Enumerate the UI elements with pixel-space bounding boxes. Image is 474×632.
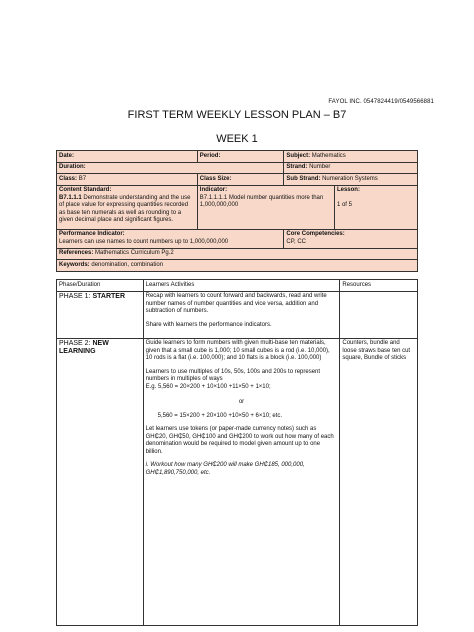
contact-line: FAYOL INC. 0547824419/0549566881 bbox=[328, 99, 434, 105]
period-cell: Period: bbox=[197, 151, 284, 163]
phase2-resources: Counters, bundle and loose straws base ten cut square, Bundle of sticks bbox=[340, 338, 418, 625]
col-resources-header: Resources bbox=[340, 280, 418, 292]
keywords-cell: Keywords: denomination, combination bbox=[57, 260, 418, 272]
phase1-activities: Recap with learners to count forward and backwards, read and write number names of number quantities and vice versa, addition and subtraction of numbers. Share with learners the performance indicators. bbox=[143, 291, 340, 338]
phase2-cell: PHASE 2: NEW LEARNING bbox=[57, 338, 144, 625]
phase1-resources bbox=[340, 291, 418, 338]
week-heading: WEEK 1 bbox=[216, 133, 258, 145]
duration-cell: Duration: bbox=[57, 162, 284, 174]
lesson-cell: Lesson: 1 of 5 bbox=[334, 185, 417, 229]
lesson-header-table bbox=[56, 150, 418, 272]
phase2-activities: Guide learners to form numbers with given multi-base ten materials, given that a small cube is 1,000; 10 small cubes is a rod (i.e. 10,000), 10 rods is a flat (i.e. 100,000); and 10 flats is a block (i.e. 100,000) Learners to use multiples of 10s, 50s, 100s and 200s to represent numbers in multiples of ways E.g. 5,560 = 20×200 + 10×100 +11×50 + 1×10; or 5,560 = 15×200 + 20×100 +10×50 + 6×10; etc. Let learners use tokens (or paper-made currency notes) such as GH₵20, GH₵50, GH₵100 and GH₵200 to work out how many of each denomination would be required to model given amount up to one billion. i. Workout how many GH₵200 will make GH₵185, 000,000, GH₵1,890,750,000, etc. bbox=[143, 338, 340, 625]
page-title: FIRST TERM WEEKLY LESSON PLAN – B7 bbox=[127, 109, 347, 121]
references-cell: References: Mathematics Curriculum Pg.2 bbox=[57, 248, 418, 260]
content-standard-cell: Content Standard: B7.1.1.1 Demonstrate understanding and the use of place value for expressing quantities recorded as base ten numerals as well as rounding to a given decimal place and significant figures. bbox=[57, 185, 198, 229]
table-row bbox=[57, 291, 418, 338]
class-size-cell: Class Size: bbox=[197, 174, 284, 186]
date-cell: Date: bbox=[57, 151, 198, 163]
class-cell: Class: B7 bbox=[57, 174, 198, 186]
strand-cell: Strand: Number bbox=[284, 162, 418, 174]
substrand-cell: Sub Strand: Numeration Systems bbox=[284, 174, 418, 186]
phase1-cell: PHASE 1: STARTER bbox=[57, 291, 144, 338]
indicator-cell: Indicator: B7.1.1.1.1 Model number quantities more than 1,000,000,000 bbox=[197, 185, 334, 229]
table-row bbox=[57, 338, 418, 625]
lesson-activities-table bbox=[56, 279, 418, 626]
col-phase-header: Phase/Duration bbox=[57, 280, 144, 292]
core-competencies-cell: Core Competencies: CP, CC bbox=[284, 229, 418, 248]
performance-indicator-cell: Performance Indicator: Learners can use names to count numbers up to 1,000,000,000 bbox=[57, 229, 284, 248]
subject-cell: Subject: Mathematics bbox=[284, 151, 418, 163]
col-activities-header: Learners Activities bbox=[143, 280, 340, 292]
